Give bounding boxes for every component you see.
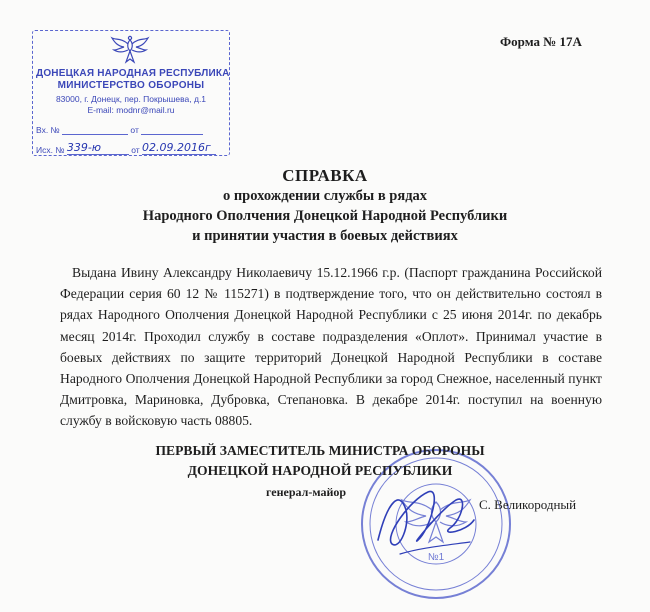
handwritten-signature (370, 470, 480, 570)
eagle-emblem-icon (110, 34, 150, 66)
incoming-date-blank (141, 134, 203, 135)
incoming-number-label: Вх. № (36, 125, 60, 135)
form-number: Форма № 17А (500, 34, 582, 49)
seal-number: №1 (427, 552, 445, 563)
document-subtitle-line3: и принятии участия в боевых действиях (192, 228, 458, 244)
signatory-position-line2: ДОНЕЦКОЙ НАРОДНОЙ РЕСПУБЛИКИ (187, 463, 453, 478)
outgoing-date-value: 02.09.2016г (142, 141, 216, 155)
outgoing-number-row (36, 141, 216, 155)
document-subtitle-line2: Народного Ополчения Донецкой Народной Республики (142, 208, 508, 224)
signatory-position-line1: ПЕРВЫЙ ЗАМЕСТИТЕЛЬ МИНИСТРА ОБОРОНЫ (155, 443, 485, 458)
stamp-address: 83000, г. Донецк, пер. Покрышева, д.1 (55, 94, 207, 104)
signatory-rank: генерал-майор (266, 485, 347, 499)
incoming-number-row (36, 125, 203, 135)
incoming-from-label: от (130, 125, 139, 135)
outgoing-number-value: 339-ю (67, 141, 129, 155)
certificate-body-text: Выдана Ивину Александру Николаевичу 15.12.1966 г.р. (Паспорт гражданина Российской Федерации серия 60 12 № 115271) в подтверждение того, что он действительно состоял в рядах Народного Ополчения Донецкой Народной Республики с 25 июня 2014г. по декабрь месяц 2014г. Проходил службу в составе подразделения «Оплот». Принимал участие в боевых действиях по защите территорий Донецкой Народной Республики в составе Народного Ополчения Донецкой Народной Республики за город Снежное, населенный пункт Дмитровка, Мариновка, Дубровка, Степановка. В декабре 2014г. поступил на военную службу в войсковую часть 08805. (60, 265, 602, 429)
outgoing-number-label: Исх. № (36, 145, 65, 155)
signatory-name: С. Великородный (479, 497, 577, 512)
incoming-number-blank (62, 134, 128, 135)
stamp-org-line1: ДОНЕЦКАЯ НАРОДНАЯ РЕСПУБЛИКА (36, 68, 230, 79)
stamp-email: E-mail: modnr@mail.ru (87, 105, 175, 115)
stamp-org-line2: МИНИСТЕРСТВО ОБОРОНЫ (57, 80, 205, 91)
document-title: СПРАВКА (282, 166, 368, 185)
ministry-stamp (30, 28, 230, 156)
document-subtitle-line1: о прохождении службы в рядах (222, 188, 428, 204)
outgoing-from-label: от (131, 145, 140, 155)
